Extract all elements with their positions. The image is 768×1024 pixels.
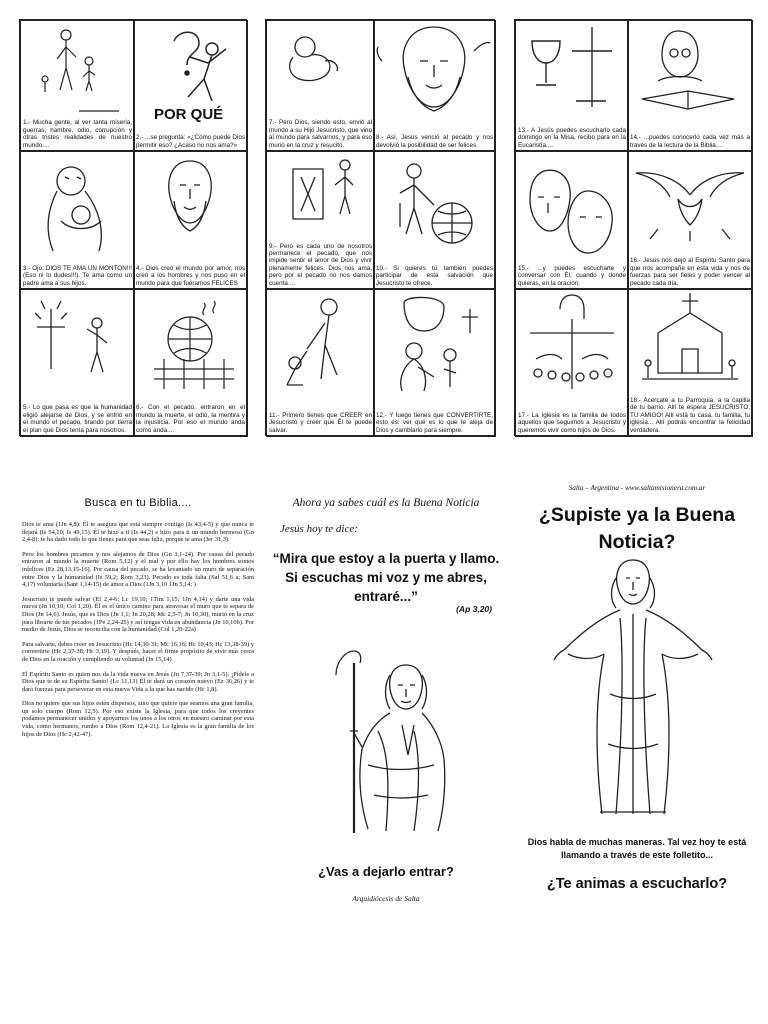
bible-references-column (22, 497, 254, 745)
family-drawing (21, 21, 134, 121)
baby-jesus-drawing (267, 21, 374, 101)
chained-person-drawing (267, 151, 374, 241)
caption-16: 16.- Jesús nos dejó al Espíritu Santo para que nos acompañe en esta vida y nos de fuerzas para ser fieles y poder vencer al pecado cada día. (630, 257, 750, 287)
bible-paragraph: Dios te ama (1Jn 4,8): Él te asegura que está siempre contigo (Is 43,4-5) y que nunca te dejará (Is 54,10; Is 49,15). Él te hizo a ti (Is 44,2) e hizo para ti un mundo hermoso (Gn 2,4-8): te ha dado todo lo que tienes para que seas feliz, porque te ama (Jer 31,3). (22, 521, 254, 544)
person-holding-globe-drawing (374, 151, 495, 256)
cover-title: ¿Supiste ya la Buena Noticia? (538, 504, 736, 553)
jesus-says-line: Jesús hoy te dice: (280, 523, 358, 535)
comic-cell-16 (627, 150, 753, 290)
quote-reference: (Ap 3,20) (456, 604, 492, 614)
cover-question: ¿Te animas a escucharlo? (546, 876, 728, 892)
bible-paragraph: Dios no quiere que sus hijos estén dispersos, sino que quiere que seamos una gran familia, un solo cuerpo (Rom 12,5). Por eso existe la Iglesia, para que todos los creyentes podamos permanecer unidos y apoyarnos los unos a los otros en nuestro caminar por esta vida, como hermanos, rumbo a Dios (Rom 12,4-21). La Iglesia es la gran familia de los hijos de Dios (Hc 2,42-47). (22, 700, 254, 738)
holy-spirit-dove-drawing (628, 151, 752, 246)
bible-paragraph: Para salvarte, debes creer en Jesucristo (Hc 14,30-31; Mc 16,16; Hc 10,43; Hc 13,38-39) y convertirte (Hc 2,37-38; Hc 3,19). Y después, hacer el firme propósito de vivir más cerca de Dios en la oración y cumpliendo su voluntad (Jn 15,14) (22, 640, 254, 663)
reading-bible-drawing (628, 21, 752, 121)
caption-17: 17.- La Iglesia es la familia de todos aquellos que seguimos a Jesucristo y queremos vivir como hijos de Dios. (518, 411, 626, 434)
comic-cell-6 (133, 288, 248, 437)
website-line: Salta – Argentina - www.saltamisionera.com.ar (568, 484, 706, 492)
comic-cell-12 (373, 288, 496, 437)
jesus-lifting-person-drawing (267, 289, 374, 394)
caption-14: 14.- ...puedes conocerlo cada vez más a través de la lectura de la Biblia.... (630, 134, 750, 149)
comic-cell-15 (515, 150, 629, 290)
archdiocese-footer: Arquidiócesis de Salta (352, 894, 420, 903)
father-embrace-drawing (21, 151, 134, 256)
caption-12: 12.- Y luego tienes que CONVERTIRTE, esto es: ver qué es lo que te aleja de Dios y cambiarlo para siempre. (376, 411, 493, 434)
comic-cell-11 (266, 288, 375, 437)
por-que-word: POR QUÉ (154, 106, 224, 123)
comic-cell-7 (266, 20, 375, 152)
caption-11: 11.- Primero tienes que CREER en Jesucristo y creer que Él te puede salvar. (269, 411, 372, 434)
caption-2: 2.- ...se pregunta: «¿Cómo puede Dios permitir eso? ¿Acaso no nos ama?» (136, 134, 245, 149)
good-shepherd-image (318, 635, 458, 835)
comic-cell-18 (627, 288, 753, 437)
caption-13: 13.- A Jesús puedes escucharlo cada domingo en la Misa, recibo para en la Eucaristía.... (518, 126, 626, 149)
parish-chapel-drawing (628, 289, 752, 384)
comic-cell-2 (133, 20, 248, 152)
caption-6: 6.- Con el pecado, entraron en el mundo la muerte, el odio, la mentira y la injusticia. Por eso el mundo anda como anda.... (136, 404, 245, 434)
cover-message: Dios habla de muchas maneras. Tal vez hoy te está llamando a través de este folletito... (527, 837, 747, 860)
caption-3: 3.- Ojo: DIOS TE AMA UN MONTON!!! (Eso ni lo dudes!!!). Te ama como un padre ama a sus hijos. (23, 264, 132, 287)
praying-person-drawing (374, 289, 495, 394)
good-news-intro: Ahora ya sabes cuál es la Buena Noticia (292, 497, 480, 509)
chalice-cross-drawing (516, 21, 628, 111)
caption-7: 7.- Pero Dios, siendo esto, envió al mundo a su Hijo Jesucristo, que vino al mundo para salvarnos, y para eso murió en la cruz y resucitó. (269, 119, 372, 149)
jesus-open-arms-image (544, 554, 722, 824)
cross-and-person-drawing (21, 289, 134, 389)
comic-panel-right (514, 19, 752, 436)
questioning-man-drawing (134, 21, 247, 131)
comic-cell-14 (627, 20, 753, 152)
risen-jesus-drawing (374, 21, 495, 116)
caption-15: 15.- ...y puedes escucharte y conversar con Él, cuando y donde quieras, en la oración. (518, 264, 626, 287)
comic-panel-middle (265, 19, 495, 436)
message-column (272, 497, 500, 614)
comic-cell-3 (20, 150, 135, 290)
bible-paragraph: Jesucristo te puede salvar (Ef 2,4-6; Lc 19,10; 1Tim 1,15; 1Jn 4,14) y darte una vida nueva (Jn 10,10; Col 1,20). Él es el único camino para atravesar el muro que te separa de Dios (Jn 14,6). Jesús, que es Dios (Jn 1,1; Jn 20,28; Mc 2,5-7; Jn 10,30), murió en la cruz para librarte de tus pecados (1Pe 2,24-25) y así tengas vida en abundancia (Jn 10,10b). Por medio de Jesús, Dios se reconcilia con la humanidad (Col 1,20-22a) (22, 595, 254, 634)
church-community-drawing (516, 289, 628, 399)
comic-cell-10 (373, 150, 496, 290)
comic-cell-17 (515, 288, 629, 437)
cover-column (520, 484, 754, 556)
caption-9: 9.- Pero es cada uno de nosotros permanece el pecado, que nos impide sentir el amor de Dios y vivir plenamente felices. Dios nos ama, pero por el pecado no nos damos cuenta.... (269, 242, 372, 287)
comic-cell-1 (20, 20, 135, 152)
broken-world-drawing (134, 289, 247, 394)
caption-5: 5.- Lo que pasa es que la humanidad eligió alejarse de Dios, y se enfrió en el mundo el pecado, tirando por tierra el plan que Dios tenía para nosotros. (23, 404, 132, 434)
comic-cell-13 (515, 20, 629, 152)
caption-18: 18.- Acercate a tu Parroquia, a la capilla de tu barrio. Allí te espera JESUCRISTO, TU AMIGO! Allí está tu casa, tu familia, tu iglesia... Allí podrás encontrar la felicidad verdadera. (630, 396, 750, 434)
let-him-in-question: ¿Vas a dejarlo entrar? (318, 864, 454, 879)
comic-cell-5 (20, 288, 135, 437)
comic-panel-left (19, 19, 247, 436)
jesus-and-man-faces-drawing (516, 151, 628, 261)
revelation-quote: “Mira que estoy a la puerta y llamo. Si escuchas mi voz y me abres, entraré...” (272, 551, 500, 604)
bible-heading: Busca en tu Biblia.... (84, 497, 192, 509)
caption-8: 8.- Así, Jesús venció al pecado y nos devolvió la posibilidad de ser felices. (376, 134, 493, 149)
comic-cell-4 (133, 150, 248, 290)
caption-4: 4.- Dios creó el mundo por amor, nos creó a los hombres y nos puso en el mundo para que fuéramos FELICES (136, 264, 245, 287)
bible-paragraph: Pero los hombres pecamos y nos alejamos de Dios (Gn 3,1-24). Por causa del pecado entraron al mundo la muerte (Rom 5,12) y el mal y por ello hay los hombres somos infelices (Ez 28,13.15-16). Por causa del pecado, se ha levantado un muro de separación entre Dios y la humanidad (Is 59,2; Rom 3,23). Pecado es toda falta (Sal 51,6 a; Sant 4,17) voluntaria (Sant 1,14-15) de amor a Dios (1Jn 3,10 1Jn 5,14; ) (22, 550, 254, 589)
caption-10: 10.- Si quieres tú también puedes participar de esta salvación que Jesucristo te ofrece. (376, 264, 493, 287)
caption-1: 1.- Mucha gente, al ver tanta miseria, guerras, hambre, odio, corrupción y otras tristes realidades de nuestro mundo.... (23, 119, 132, 149)
bible-paragraph: El Espíritu Santo es quien nos da la vida nueva en Jesús (Jn 7,37-39; Jn 3,1-5). ¡Pídele a Dios que te de su Espíritu Santo! (Lc 11,13) Él te dará un corazón nuevo (Ez 36,26) y te dará fuerzas para perseverar en esta nueva Vida a la que has nacido (Hc 1,8). (22, 670, 254, 693)
comic-cell-8 (373, 20, 496, 152)
jesus-face-drawing (134, 151, 247, 251)
comic-cell-9 (266, 150, 375, 290)
